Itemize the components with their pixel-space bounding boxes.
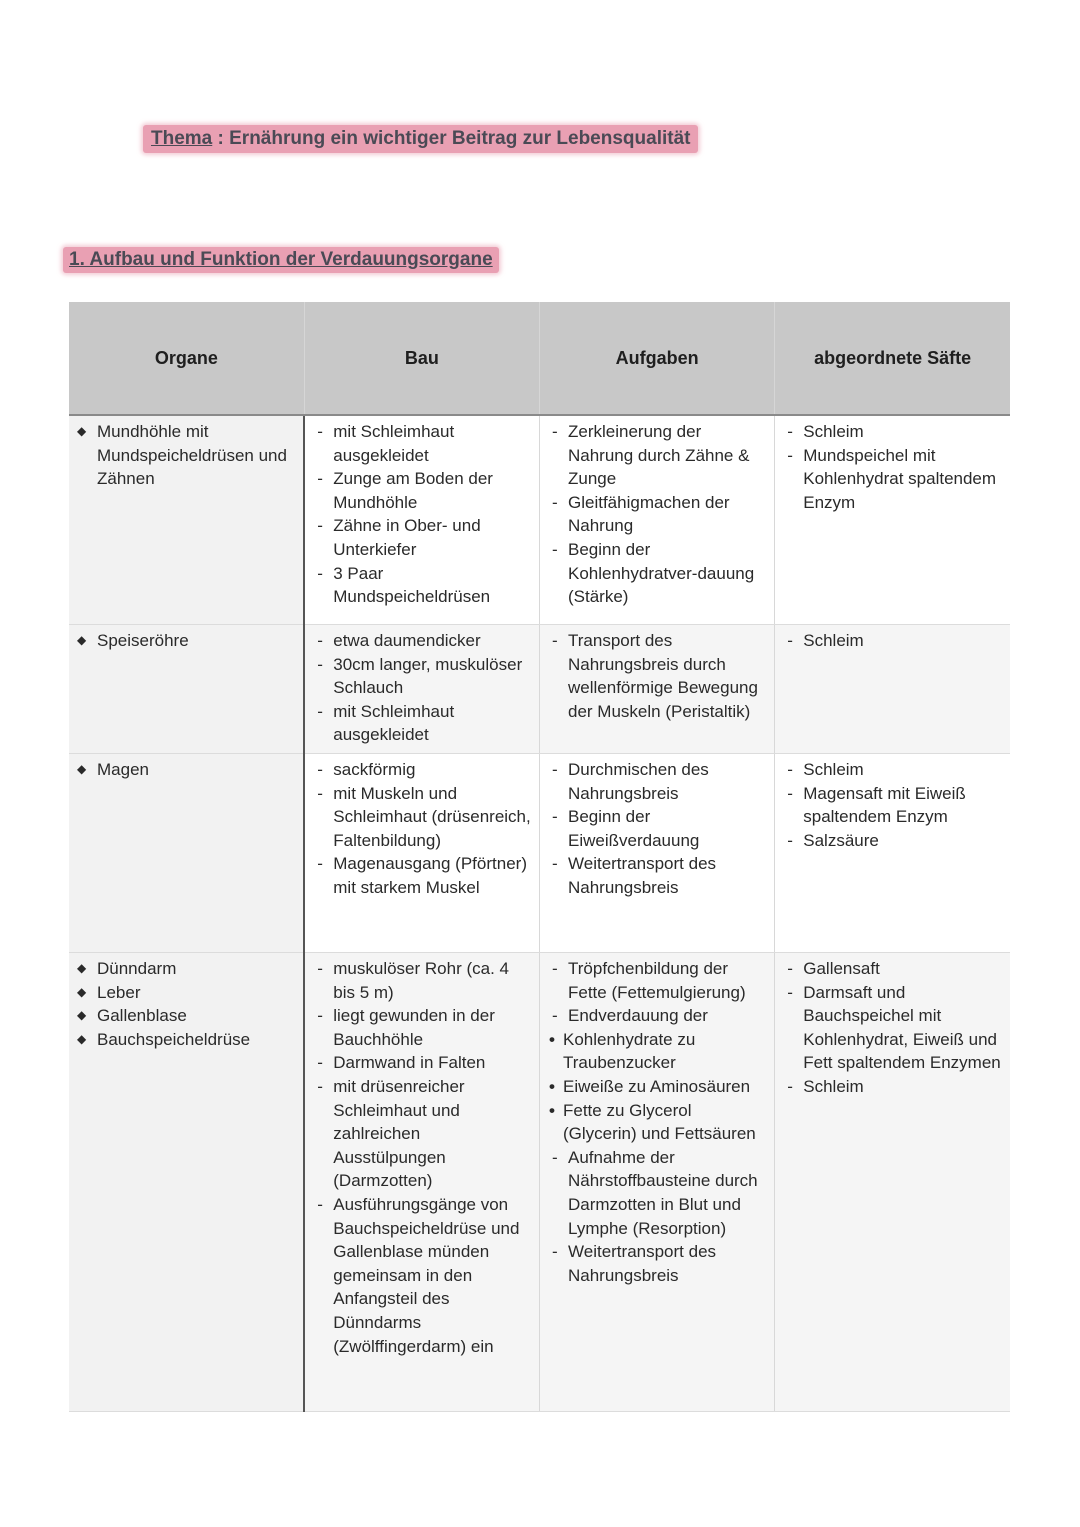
list-item: - Schleim <box>783 1075 1004 1099</box>
list-item: - Zähne in Ober- und Unterkiefer <box>313 514 533 561</box>
list-item: ◆ Magen <box>77 758 297 782</box>
table-row <box>69 754 1010 953</box>
saefte-cell <box>775 415 1010 625</box>
list-item: - 3 Paar Mundspeicheldrüsen <box>313 562 533 609</box>
bau-cell <box>304 953 539 1412</box>
header-aufgaben: Aufgaben <box>540 302 775 415</box>
saefte-cell <box>775 754 1010 953</box>
table-row <box>69 953 1010 1412</box>
list-item: - Tröpfchenbildung der Fette (Fettemulgierung) <box>548 957 768 1004</box>
organ-cell-list <box>77 957 297 1051</box>
list-item: - Weitertransport des Nahrungsbreis <box>548 852 768 899</box>
list-item: - Magensaft mit Eiweiß spaltendem Enzym <box>783 782 1004 829</box>
list-item: - etwa daumendicker <box>313 629 533 653</box>
list-item: ◆ Mundhöhle mit Mundspeicheldrüsen und Zähnen <box>77 420 297 491</box>
bau-cell-list <box>313 420 533 609</box>
table-header-row <box>69 302 1010 415</box>
organ-cell <box>69 625 304 754</box>
list-item: - Darmsaft und Bauchspeichel mit Kohlenhydrat, Eiweiß und Fett spaltendem Enzymen <box>783 981 1004 1075</box>
list-item: • Fette zu Glycerol (Glycerin) und Fettsäuren <box>548 1099 768 1146</box>
list-item: - Schleim <box>783 758 1004 782</box>
table-row <box>69 415 1010 625</box>
list-item: • Eiweiße zu Aminosäuren <box>548 1075 768 1099</box>
bau-cell-list <box>313 629 533 747</box>
aufgaben-cell-list <box>548 758 768 900</box>
organ-cell <box>69 953 304 1412</box>
header-saefte: abgeordnete Säfte <box>775 302 1010 415</box>
saefte-cell-list <box>783 758 1004 852</box>
header-bau: Bau <box>304 302 539 415</box>
bau-cell <box>304 625 539 754</box>
list-item: - Beginn der Kohlenhydratver-dauung (Stärke) <box>548 538 768 609</box>
list-item: - Zunge am Boden der Mundhöhle <box>313 467 533 514</box>
digestive-organs-table <box>69 302 1010 1412</box>
list-item: - mit Schleimhaut ausgekleidet <box>313 700 533 747</box>
list-item: - Weitertransport des Nahrungsbreis <box>548 1240 768 1287</box>
list-item: - Gallensaft <box>783 957 1004 981</box>
list-item: - liegt gewunden in der Bauchhöhle <box>313 1004 533 1051</box>
aufgaben-cell <box>540 953 775 1412</box>
bau-cell-list <box>313 758 533 900</box>
list-item: ◆ Bauchspeicheldrüse <box>77 1028 297 1052</box>
saefte-cell <box>775 953 1010 1412</box>
bau-cell <box>304 754 539 953</box>
list-item: - muskulöser Rohr (ca. 4 bis 5 m) <box>313 957 533 1004</box>
list-item: - sackförmig <box>313 758 533 782</box>
list-item: - Zerkleinerung der Nahrung durch Zähne & Zunge <box>548 420 768 491</box>
list-item: - Endverdauung der <box>548 1004 768 1028</box>
list-item: - mit drüsenreicher Schleimhaut und zahlreichen Ausstülpungen (Darmzotten) <box>313 1075 533 1193</box>
list-item: - Darmwand in Falten <box>313 1051 533 1075</box>
list-item: - Beginn der Eiweißverdauung <box>548 805 768 852</box>
list-item: - Schleim <box>783 420 1004 444</box>
aufgaben-cell <box>540 415 775 625</box>
list-item: - Mundspeichel mit Kohlenhydrat spaltendem Enzym <box>783 444 1004 515</box>
topic-text: : Ernährung ein wichtiger Beitrag zur Lebensqualität <box>212 128 691 149</box>
list-item: - Schleim <box>783 629 1004 653</box>
list-item: - Aufnahme der Nährstoffbausteine durch Darmzotten in Blut und Lymphe (Resorption) <box>548 1146 768 1240</box>
saefte-cell-list <box>783 629 1004 653</box>
section-heading: 1. Aufbau und Funktion der Verdauungsorgane <box>63 247 499 273</box>
topic-title <box>143 125 698 153</box>
organ-cell-list <box>77 629 297 653</box>
saefte-cell-list <box>783 957 1004 1099</box>
aufgaben-cell-list <box>548 957 768 1287</box>
saefte-cell-list <box>783 420 1004 514</box>
list-item: - Ausführungsgänge von Bauchspeicheldrüse und Gallenblase münden gemeinsam in den Anfangsteil des Dünndarms (Zwölffingerdarm) ein <box>313 1193 533 1358</box>
list-item: ◆ Speiseröhre <box>77 629 297 653</box>
aufgaben-cell <box>540 754 775 953</box>
bau-cell <box>304 415 539 625</box>
list-item: - Magenausgang (Pförtner) mit starkem Muskel <box>313 852 533 899</box>
list-item: - Salzsäure <box>783 829 1004 853</box>
list-item: - Durchmischen des Nahrungsbreis <box>548 758 768 805</box>
organ-cell-list <box>77 758 297 782</box>
list-item: - Transport des Nahrungsbreis durch wellenförmige Bewegung der Muskeln (Peristaltik) <box>548 629 768 723</box>
list-item: ◆ Leber <box>77 981 297 1005</box>
organ-cell-list <box>77 420 297 491</box>
list-item: - mit Muskeln und Schleimhaut (drüsenreich, Faltenbildung) <box>313 782 533 853</box>
list-item: - mit Schleimhaut ausgekleidet <box>313 420 533 467</box>
list-item: - 30cm langer, muskulöser Schlauch <box>313 653 533 700</box>
list-item: ◆ Dünndarm <box>77 957 297 981</box>
bau-cell-list <box>313 957 533 1358</box>
aufgaben-cell-list <box>548 420 768 609</box>
table-row <box>69 625 1010 754</box>
aufgaben-cell <box>540 625 775 754</box>
list-item: ◆ Gallenblase <box>77 1004 297 1028</box>
aufgaben-cell-list <box>548 629 768 723</box>
list-item: • Kohlenhydrate zu Traubenzucker <box>548 1028 768 1075</box>
organ-cell <box>69 754 304 953</box>
organ-cell <box>69 415 304 625</box>
list-item: - Gleitfähigmachen der Nahrung <box>548 491 768 538</box>
header-organe: Organe <box>69 302 304 415</box>
saefte-cell <box>775 625 1010 754</box>
topic-label: Thema <box>151 128 213 149</box>
